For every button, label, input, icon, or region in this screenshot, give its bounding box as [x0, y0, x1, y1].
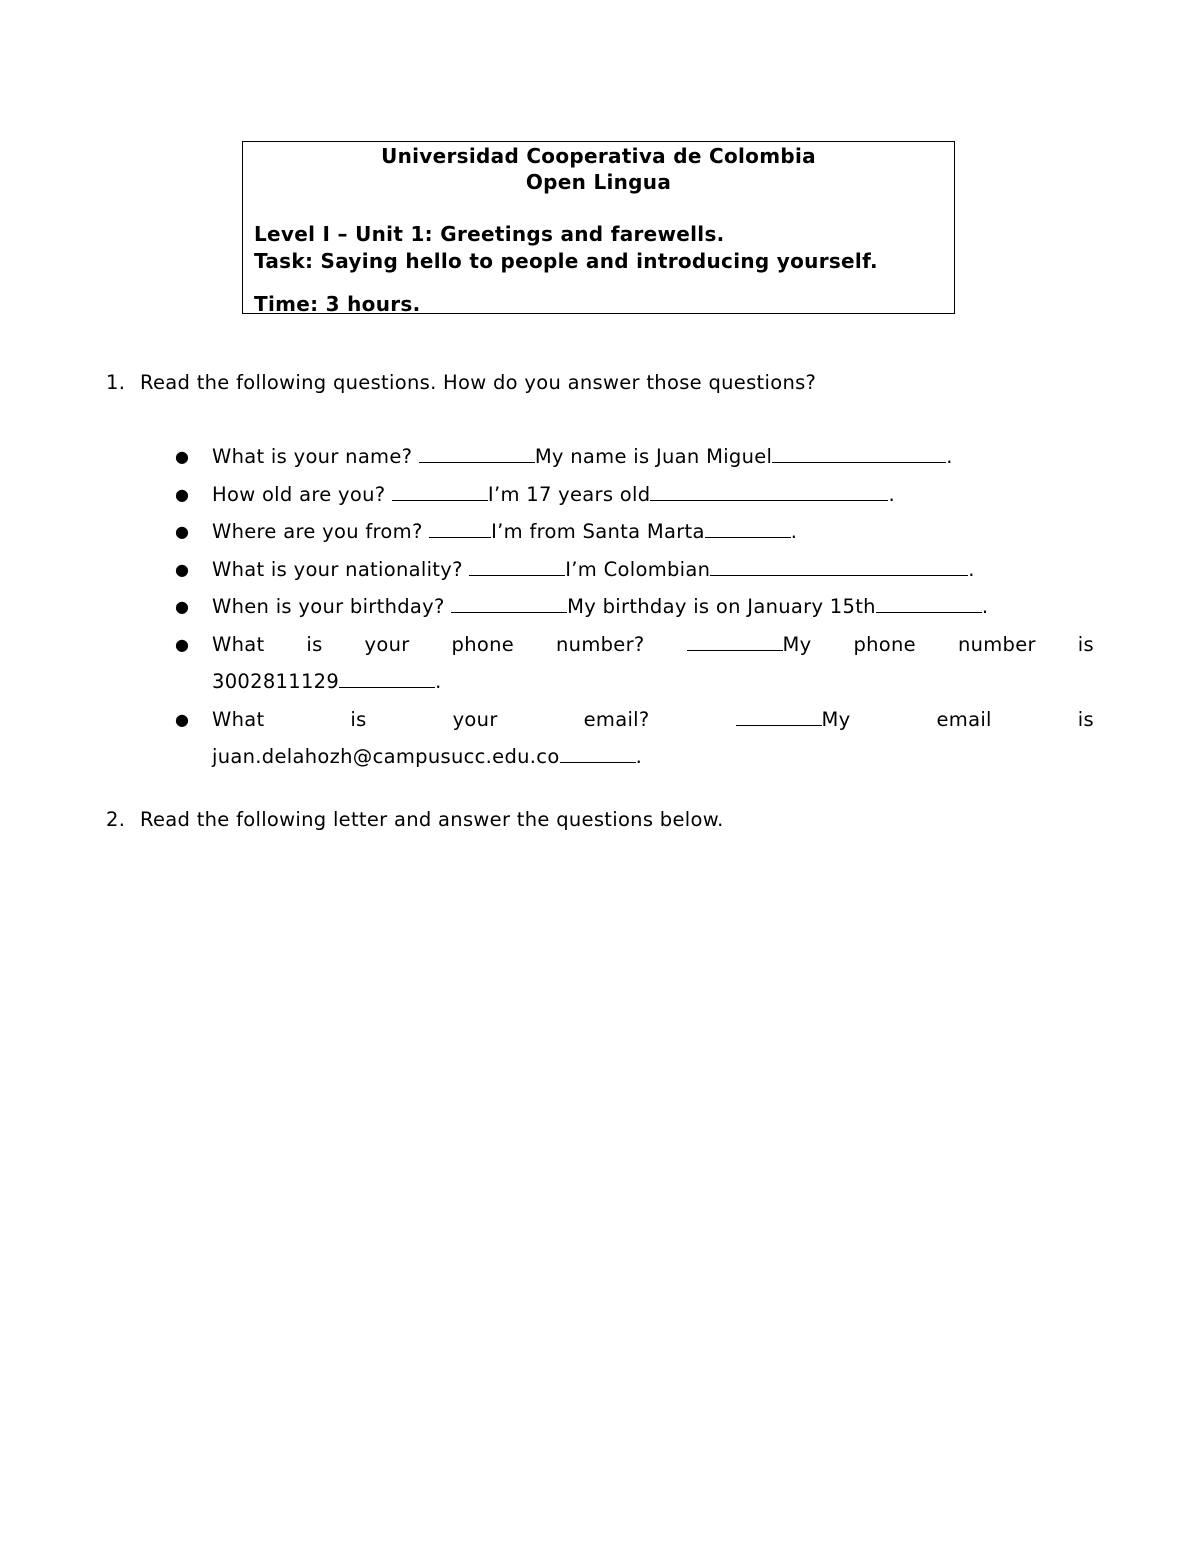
answer-blank [876, 596, 982, 613]
list-item [172, 513, 1094, 551]
time-line: Time: 3 hours. [254, 292, 421, 316]
answer-blank [451, 596, 567, 613]
answer-blank [650, 484, 888, 501]
section-2-heading [106, 808, 724, 831]
program-title: Open Lingua [525, 170, 672, 194]
answer-blank [705, 521, 791, 538]
header-box [242, 141, 955, 314]
email-word: My [821, 707, 851, 731]
email-word: your [452, 707, 498, 731]
answer-blank [469, 559, 565, 576]
list-item-email [172, 701, 1094, 776]
phone-word: number? [556, 632, 645, 656]
list-item [172, 438, 1094, 476]
phone-answer-start [687, 626, 812, 664]
answer-end: . [888, 482, 895, 506]
phone-word: is [306, 632, 323, 656]
email-value-line [212, 738, 1094, 776]
answer-text: My birthday is on January 15th [567, 595, 876, 618]
answer-end: . [968, 557, 975, 581]
phone-value-line [212, 663, 1094, 701]
email-word: is [1077, 707, 1094, 731]
level-unit-line: Level I – Unit 1: Greetings and farewells. [254, 222, 725, 246]
email-value: juan.delahozh@campusucc.edu.co [212, 745, 560, 768]
list-item-phone [172, 626, 1094, 701]
list-item [172, 476, 1094, 514]
bullet-icon: ● [175, 522, 190, 541]
answer-blank [736, 709, 822, 726]
question-text: How old are you? [212, 482, 386, 506]
section-2-text: Read the following letter and answer the questions below. [140, 808, 724, 831]
list-item [172, 588, 1094, 626]
question-text: What is your nationality? [212, 557, 463, 581]
question-text: When is your birthday? [212, 595, 445, 618]
phone-word: phone [451, 632, 515, 656]
answer-blank [710, 559, 968, 576]
task-line: Task: Saying hello to people and introducing yourself. [254, 249, 878, 273]
phone-word: My [782, 632, 812, 656]
bullet-icon: ● [175, 634, 190, 654]
bullet-icon: ● [175, 709, 190, 729]
phone-number-value: 3002811129 [212, 670, 340, 693]
list-item [172, 551, 1094, 589]
question-list [172, 438, 1094, 776]
email-word: email? [583, 707, 650, 731]
answer-blank [392, 484, 488, 501]
email-word: email [936, 707, 992, 731]
email-question-line [212, 701, 1094, 739]
email-word: What [212, 707, 265, 731]
answer-end: . [435, 670, 442, 693]
phone-question-line [212, 626, 1094, 664]
phone-word: your [364, 632, 410, 656]
answer-text: I’m 17 years old [487, 482, 651, 506]
phone-word: What [212, 632, 265, 656]
university-title: Universidad Cooperativa de Colombia [381, 144, 816, 168]
answer-text: I’m from Santa Marta [491, 520, 705, 543]
bullet-icon: ● [175, 559, 190, 579]
answer-blank [419, 446, 535, 463]
phone-word: is [1077, 632, 1094, 656]
section-1-number: 1. [106, 371, 126, 394]
question-text: What is your name? [212, 445, 413, 468]
section-1-text: Read the following questions. How do you answer those questions? [140, 371, 817, 394]
answer-text: I’m Colombian [565, 557, 711, 581]
answer-blank [429, 521, 491, 538]
answer-blank [339, 671, 435, 688]
email-word: is [350, 707, 367, 731]
question-text: Where are you from? [212, 520, 423, 543]
answer-end: . [790, 520, 798, 543]
section-1-heading [106, 371, 816, 394]
bullet-icon: ● [175, 597, 190, 616]
answer-blank [772, 446, 946, 463]
bullet-icon: ● [175, 447, 190, 466]
answer-blank [560, 746, 636, 763]
phone-word: phone [853, 632, 916, 656]
answer-end: . [946, 445, 953, 468]
answer-text: My name is Juan Miguel [534, 445, 773, 468]
answer-end: . [635, 745, 643, 768]
section-2-number: 2. [106, 808, 126, 831]
answer-end: . [981, 595, 989, 618]
answer-blank [687, 634, 783, 651]
phone-word: number [957, 632, 1036, 656]
bullet-icon: ● [175, 484, 190, 504]
email-answer-start [736, 701, 851, 739]
